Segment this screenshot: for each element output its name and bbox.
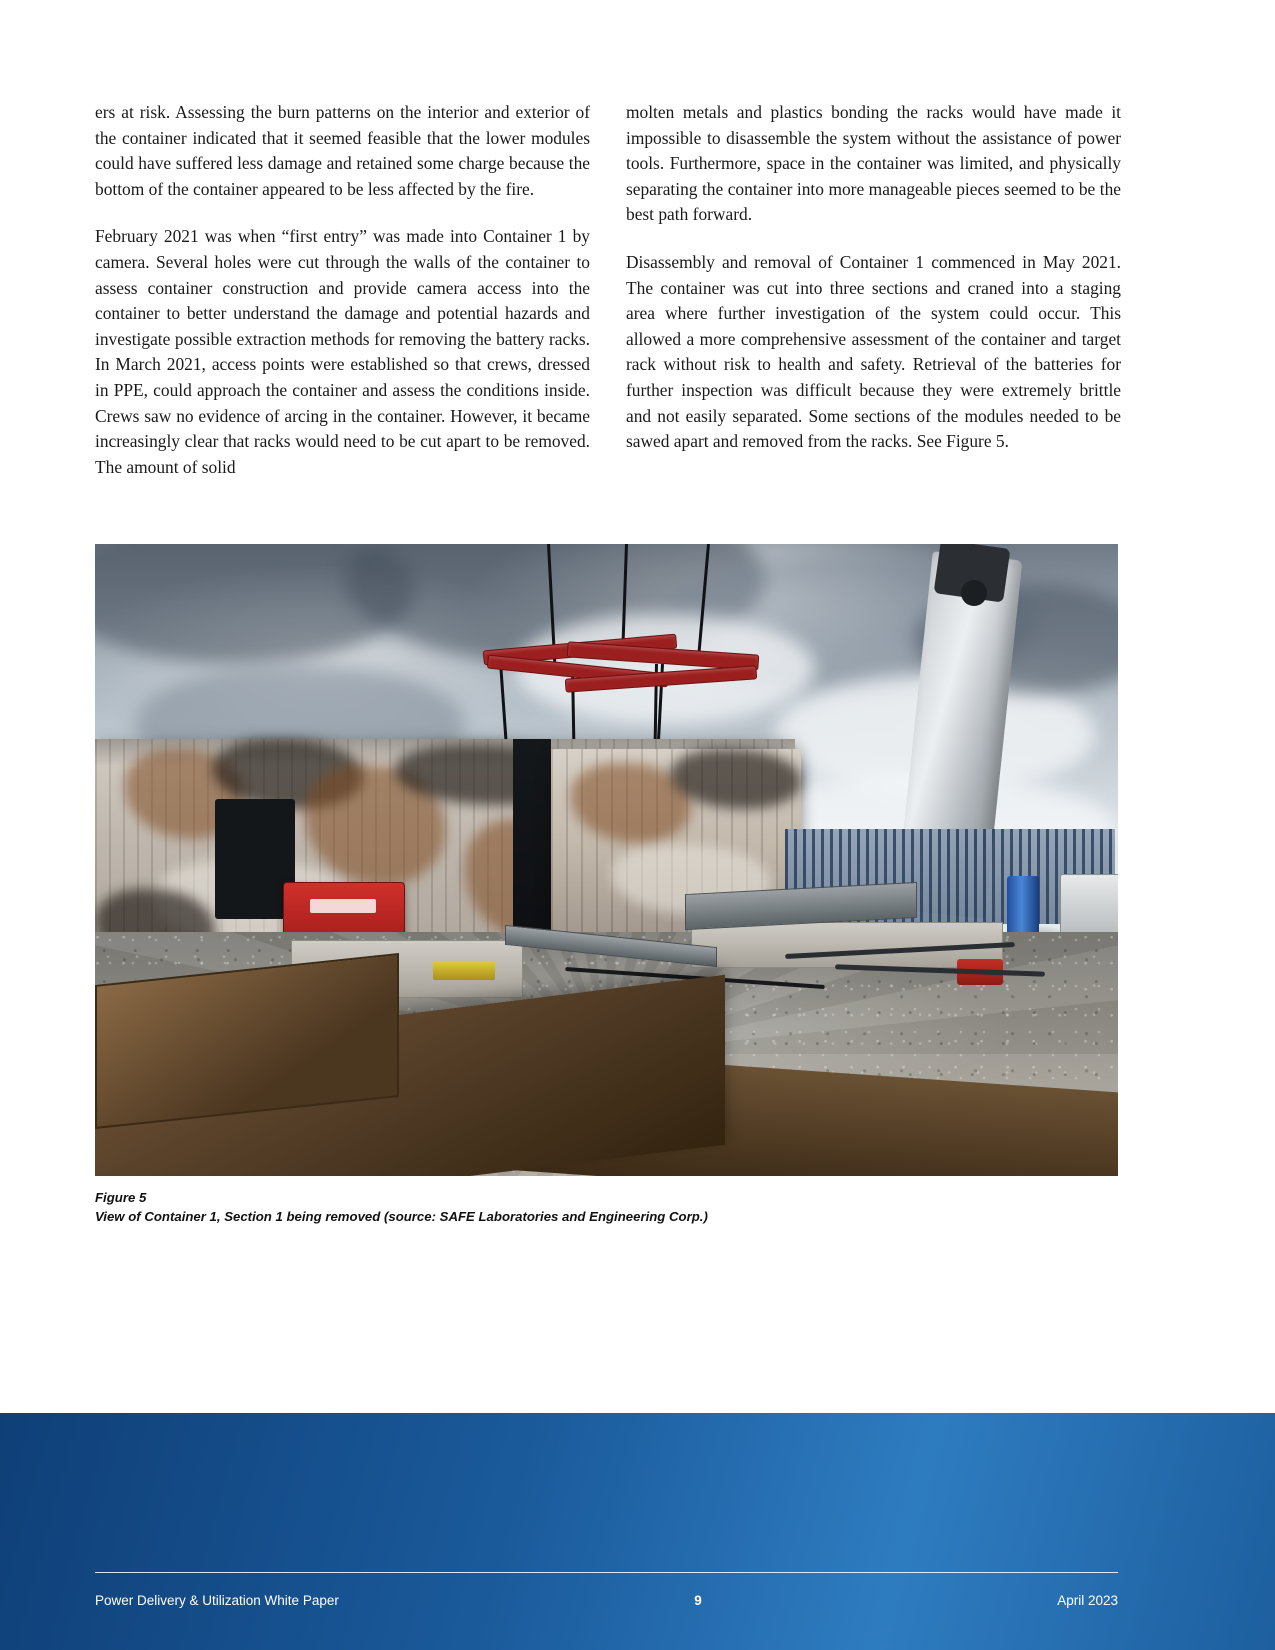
blue-drum [1007, 876, 1039, 934]
footer-page-number: 9 [694, 1593, 702, 1608]
body-columns [95, 100, 1122, 480]
crane-sheave [961, 580, 987, 606]
equipment-brand-plate [310, 899, 376, 913]
yellow-equipment [433, 962, 495, 980]
figure-label: Figure 5 [95, 1190, 147, 1205]
footer-date: April 2023 [1057, 1593, 1118, 1608]
footer-divider [95, 1572, 1118, 1573]
left-column [95, 100, 590, 480]
paragraph: ers at risk. Assessing the burn patterns on the interior and exterior of the container indicated that it seemed feasible that the lower modules could have suffered less damage and retained some charge because the bottom of the container appeared to be less affected by the fire. [95, 102, 590, 199]
figure-caption [95, 1188, 1118, 1226]
figure-5 [95, 544, 1118, 1226]
footer [95, 1593, 1118, 1608]
footer-title: Power Delivery & Utilization White Paper [95, 1593, 339, 1608]
paragraph: February 2021 was when “first entry” was made into Container 1 by camera. Several holes were cut through the walls of the container to assess container construction and provide camera access into the container to better understand the damage and potential hazards and investigate possible extraction methods for removing the battery racks. In March 2021, access points were established so that crews, dressed in PPE, could approach the container and assess the conditions inside. Crews saw no evidence of arcing in the container. However, it became increasingly clear that racks would need to be cut apart to be removed. The amount of solid [95, 226, 590, 477]
generator-unit [1060, 874, 1118, 936]
footer-band [0, 1413, 1275, 1650]
paragraph: molten metals and plastics bonding the racks would have made it impossible to disassemble the system without the assistance of power tools. Furthermore, space in the container was limited, and physically separating the container into more manageable pieces seemed to be the best path forward. [626, 102, 1121, 225]
paragraph: Disassembly and removal of Container 1 commenced in May 2021. The container was cut into three sections and craned into a staging area where further investigation of the system could occur. This allowed a more comprehensive assessment of the container and target rack without risk to health and safety. Retrieval of the batteries for further inspection was difficult because they were extremely brittle and not easily separated. Some sections of the modules needed to be sawed apart and removed from the racks. See Figure 5. [626, 251, 1121, 452]
figure-caption-text: View of Container 1, Section 1 being removed (source: SAFE Laboratories and Engineering Corp.) [95, 1209, 708, 1224]
figure-image [95, 544, 1118, 1176]
right-column [626, 100, 1121, 480]
